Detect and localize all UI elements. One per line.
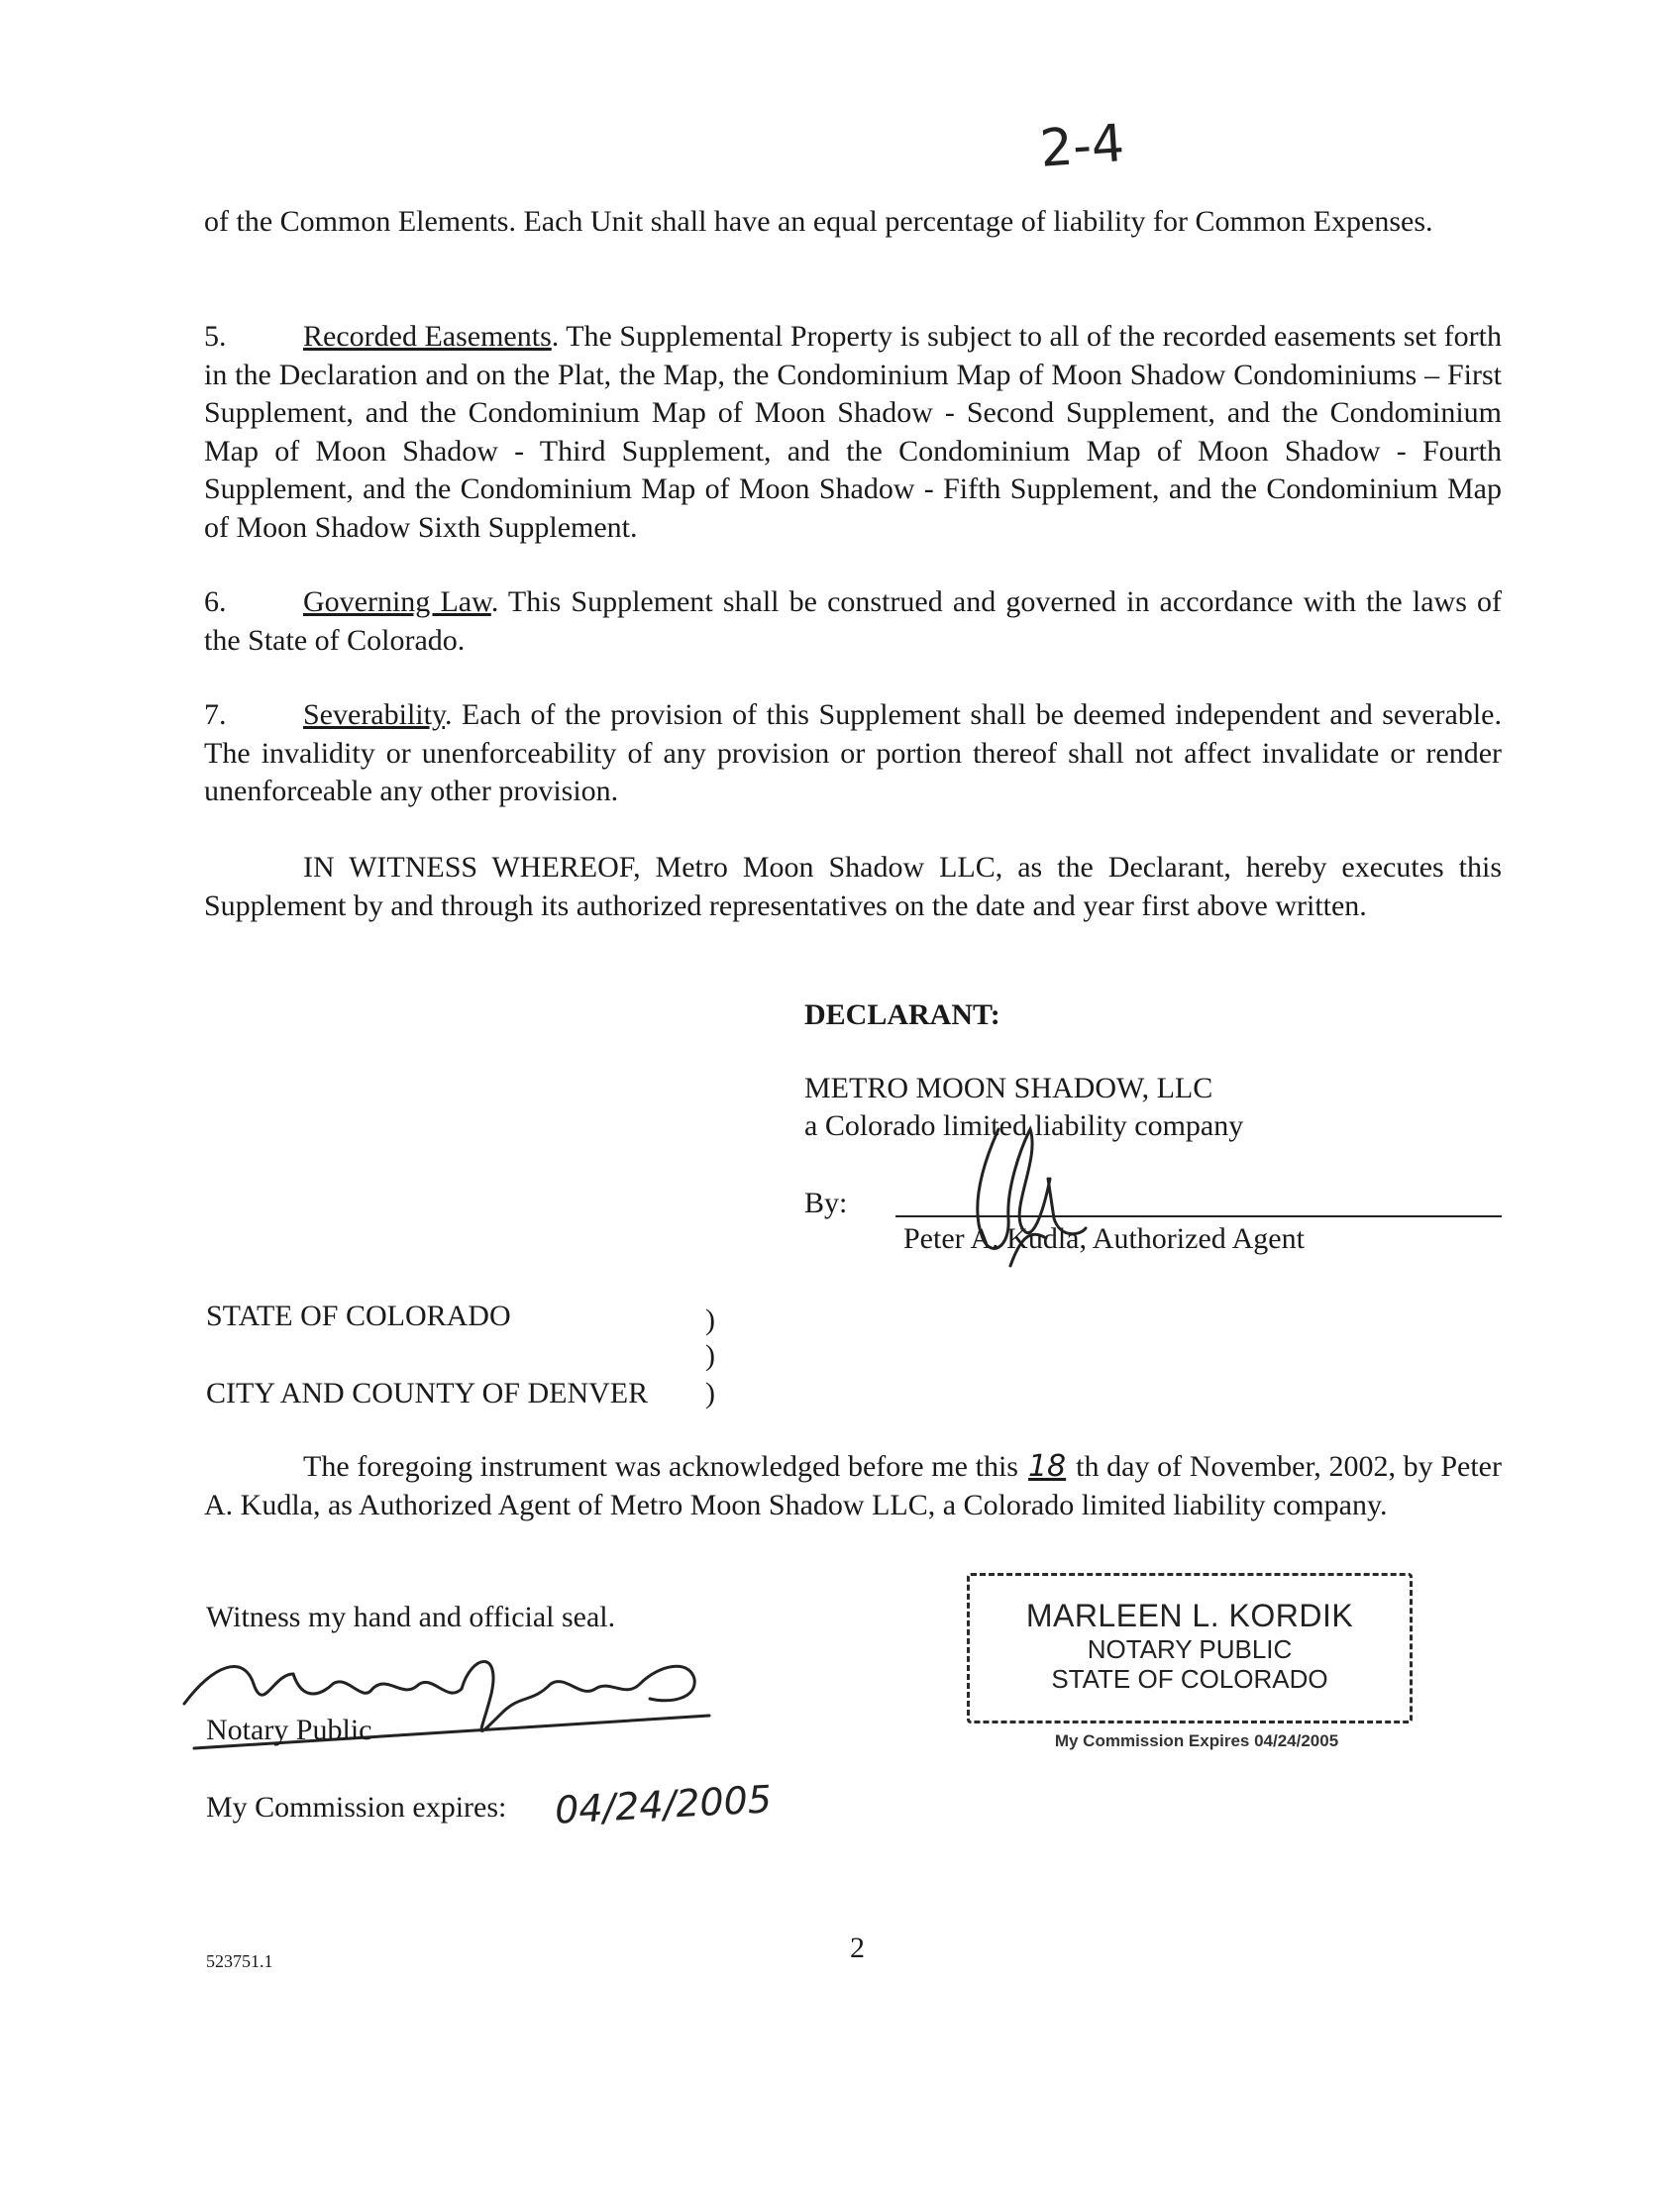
witness-text: Witness my hand and official seal. [206,1601,616,1633]
venue-paren: ) [705,1304,715,1336]
section-7 [204,696,1502,811]
stamp-name: MARLEEN L. KORDIK [1025,1598,1354,1633]
notary-stamp [967,1573,1413,1723]
commission-handwritten: 04/24/2005 [553,1777,774,1832]
venue-state: STATE OF COLORADO [206,1300,511,1332]
venue-paren: ) [705,1339,715,1372]
declarant-heading: DECLARANT: [804,998,1000,1031]
acknowledgment [204,1448,1502,1524]
stamp-state: STATE OF COLORADO [1051,1664,1328,1694]
section-text: . The Supplemental Property is subject to all of the recorded easements set forth in the Declaration and on the Plat, the Map, the Condominium Map of Moon Shadow Condominiums – First Supplement, and the Condominium Map of Moon Shadow - Second Supplement, and the Condominium Map of Moon Shadow - Third Supplement, and the Condominium Map of Moon Shadow - Fourth Supplement, and the Condominium Map of Moon Shadow - Fifth Supplement, and the Condominium Map of Moon Shadow Sixth Supplement. [204,320,1502,544]
continued-paragraph: of the Common Elements. Each Unit shall have an equal percentage of liability for Common Expenses. [204,205,1433,238]
section-number: 6. [204,585,227,618]
section-number: 7. [204,698,227,731]
ack-before: The foregoing instrument was acknowledged before me this [303,1450,1018,1483]
declarant-company: METRO MOON SHADOW, LLC [804,1072,1213,1104]
venue-county: CITY AND COUNTY OF DENVER [206,1377,649,1410]
section-heading: Severability [303,698,446,731]
ack-day-handwritten: 18 [1027,1449,1067,1484]
section-heading: Recorded Easements [303,320,552,353]
declarant-signature [951,1090,1090,1278]
commission-label: My Commission expires: [206,1791,507,1824]
section-6 [204,583,1502,660]
ack-after: th day of November, 2002, by Peter A. Kudla, as Authorized Agent of Metro Moon Shadow LLC, a Colorado limited liability company. [204,1450,1502,1521]
page-number: 2 [850,1932,865,1964]
section-5 [204,318,1502,547]
section-heading: Governing Law [303,585,491,618]
witness-clause: IN WITNESS WHEREOF, Metro Moon Shadow LLC, as the Declarant, hereby executes this Supplement by and through its authorized representatives on the date and year first above written. [204,851,1502,922]
handwritten-page-mark: 2-4 [1038,114,1126,179]
section-text: . Each of the provision of this Supplement shall be deemed independent and severable. The invalidity or unenforceability of any provision or portion thereof shall not affect invalidate or render unenforceable any other provision. [204,698,1502,807]
stamp-expires: My Commission Expires 04/24/2005 [1054,1731,1339,1750]
venue-paren: ) [705,1377,715,1410]
document-id: 523751.1 [206,1951,273,1971]
section-number: 5. [204,320,227,353]
by-label: By: [804,1187,848,1219]
declarant-company-type: a Colorado limited liability company [804,1109,1244,1142]
section-text: . This Supplement shall be construed and governed in accordance with the laws of the State of Colorado. [204,585,1502,657]
stamp-title: NOTARY PUBLIC [1087,1634,1293,1664]
notary-public-label: Notary Public [206,1714,372,1746]
declarant-signer: Peter A. Kudla, Authorized Agent [903,1222,1305,1255]
